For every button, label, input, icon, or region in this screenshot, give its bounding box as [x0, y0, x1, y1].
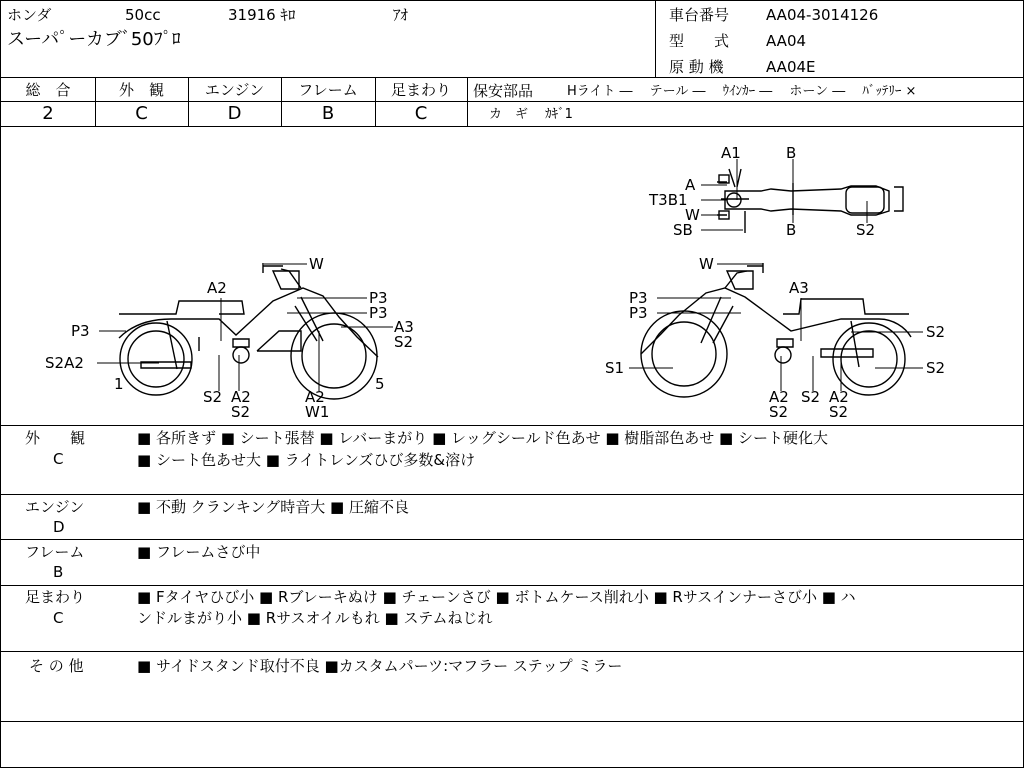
mark-A2: A2 [305, 388, 325, 406]
mark-S2: S2 [231, 403, 251, 421]
rule [1, 651, 1023, 652]
remark-grade-suspension: C [53, 609, 64, 627]
grade-value-suspension: C [414, 103, 428, 124]
mileage: 31916 ｷﾛ [228, 6, 296, 24]
grade-value-exterior: C [135, 103, 148, 124]
remark-text-exterior-1: ■ 各所きず ■ シート張替 ■ レバーまがり ■ レッグシールド色あせ ■ 樹脂部色あせ ■ シート硬化大 [137, 429, 828, 447]
rule [1, 425, 1023, 426]
grade-value-frame: B [321, 103, 335, 124]
mark-A2: A2 [829, 388, 849, 406]
remark-grade-engine: D [53, 518, 65, 536]
mark-W1: W1 [305, 403, 330, 421]
mark-S2: S2 [856, 221, 876, 239]
remark-grade-exterior: C [53, 450, 64, 468]
pointer-lines [97, 159, 923, 391]
remark-label-engine: エンジン [25, 498, 85, 516]
remark-label-other: そ の 他 [29, 657, 84, 675]
grade-value-total: 2 [42, 103, 54, 124]
mark-5: 5 [375, 375, 385, 393]
mark-A3: A3 [789, 279, 809, 297]
frame-no: AA04-3014126 [766, 6, 879, 24]
mark-B: B [786, 144, 797, 162]
mark-S2: S2 [926, 323, 946, 341]
remark-text-suspension-2: ンドルまがり小 ■ Rサスオイルもれ ■ ステムねじれ [137, 609, 493, 627]
mark-A: A [685, 176, 696, 194]
motorcycle-diagram [1, 1, 1024, 431]
mark-S2: S2 [829, 403, 849, 421]
mark-A2: A2 [231, 388, 251, 406]
mark-S2: S2 [203, 388, 223, 406]
left-side-motorcycle [119, 263, 378, 399]
grade-label-total: 総 合 [25, 81, 71, 99]
mark-S1: S1 [605, 359, 625, 377]
remark-label-frame: フレーム [25, 543, 85, 561]
mark-S2: S2 [801, 388, 821, 406]
mark-P3: P3 [629, 289, 648, 307]
right-side-motorcycle [641, 263, 911, 397]
maker: ホンダ [7, 6, 52, 24]
mark-W: W [309, 255, 324, 273]
grade-label-frame: フレーム [298, 81, 358, 99]
type-label: 型 式 [669, 32, 730, 50]
safety-line1: Hライト ― テール ― ｳｲﾝｶｰ ― ホーン ― ﾊﾞｯﾃﾘｰ × [567, 84, 917, 99]
remark-text-other: ■ サイドスタンド取付不良 ■カスタムパーツ:マフラー ステップ ミラー [137, 657, 623, 675]
mark-S2: S2 [926, 359, 946, 377]
safety-line2: カ ギ ｶｷﾞ1 [489, 107, 573, 122]
mark-P3: P3 [71, 322, 90, 340]
grade-label-exterior: 外 観 [118, 81, 164, 99]
mark-B: B [786, 221, 797, 239]
rule [1, 494, 1023, 495]
rule [1, 721, 1023, 722]
rule [1, 585, 1023, 586]
mark-W: W [685, 206, 700, 224]
mark-P3: P3 [629, 304, 648, 322]
mark-S2: S2 [769, 403, 789, 421]
remark-text-engine: ■ 不動 クランキング時音大 ■ 圧縮不良 [137, 498, 409, 516]
remark-text-suspension-1: ■ Fタイヤひび小 ■ Rブレーキぬけ ■ チェーンさび ■ ボトムケース削れ小 ■ Rサスインナーさび小 ■ ハ [137, 588, 856, 606]
mark-P3: P3 [369, 304, 388, 322]
top-view-motorcycle [717, 169, 903, 233]
mark-P3: P3 [369, 289, 388, 307]
rule [1, 539, 1023, 540]
grade-label-engine: エンジン [204, 81, 265, 99]
mark-S2: S2 [394, 333, 414, 351]
mark-A2: A2 [769, 388, 789, 406]
diagram-markers [45, 144, 945, 421]
remark-text-exterior-2: ■ シート色あせ大 ■ ライトレンズひび多数&溶け [137, 451, 476, 469]
mark-SB: SB [673, 221, 693, 239]
remark-label-suspension: 足まわり [25, 588, 86, 606]
mark-A2: A2 [207, 279, 227, 297]
frame-no-label: 車台番号 [669, 6, 730, 24]
color: ｱｵ [393, 6, 409, 24]
mark-1: 1 [114, 375, 124, 393]
model-name: スーパﾟーカブﾞ50ﾌﾟﾛ [7, 29, 181, 50]
mark-A1: A1 [721, 144, 741, 162]
grade-label-suspension: 足まわり [390, 81, 451, 99]
mark-T3B1: T3B1 [649, 191, 688, 209]
mark-S2A2: S2A2 [45, 354, 84, 372]
displacement: 50cc [125, 6, 161, 24]
remark-label-exterior: 外 観 [25, 429, 86, 447]
engine-value: AA04E [766, 58, 816, 76]
remark-text-frame: ■ フレームさび中 [137, 543, 261, 561]
safety-title: 保安部品 [473, 82, 534, 100]
engine-label: 原 動 機 [669, 58, 724, 76]
type-value: AA04 [766, 32, 807, 50]
grade-value-engine: D [227, 103, 242, 124]
mark-A3: A3 [394, 318, 414, 336]
mark-W: W [699, 255, 714, 273]
remark-grade-frame: B [53, 563, 64, 581]
